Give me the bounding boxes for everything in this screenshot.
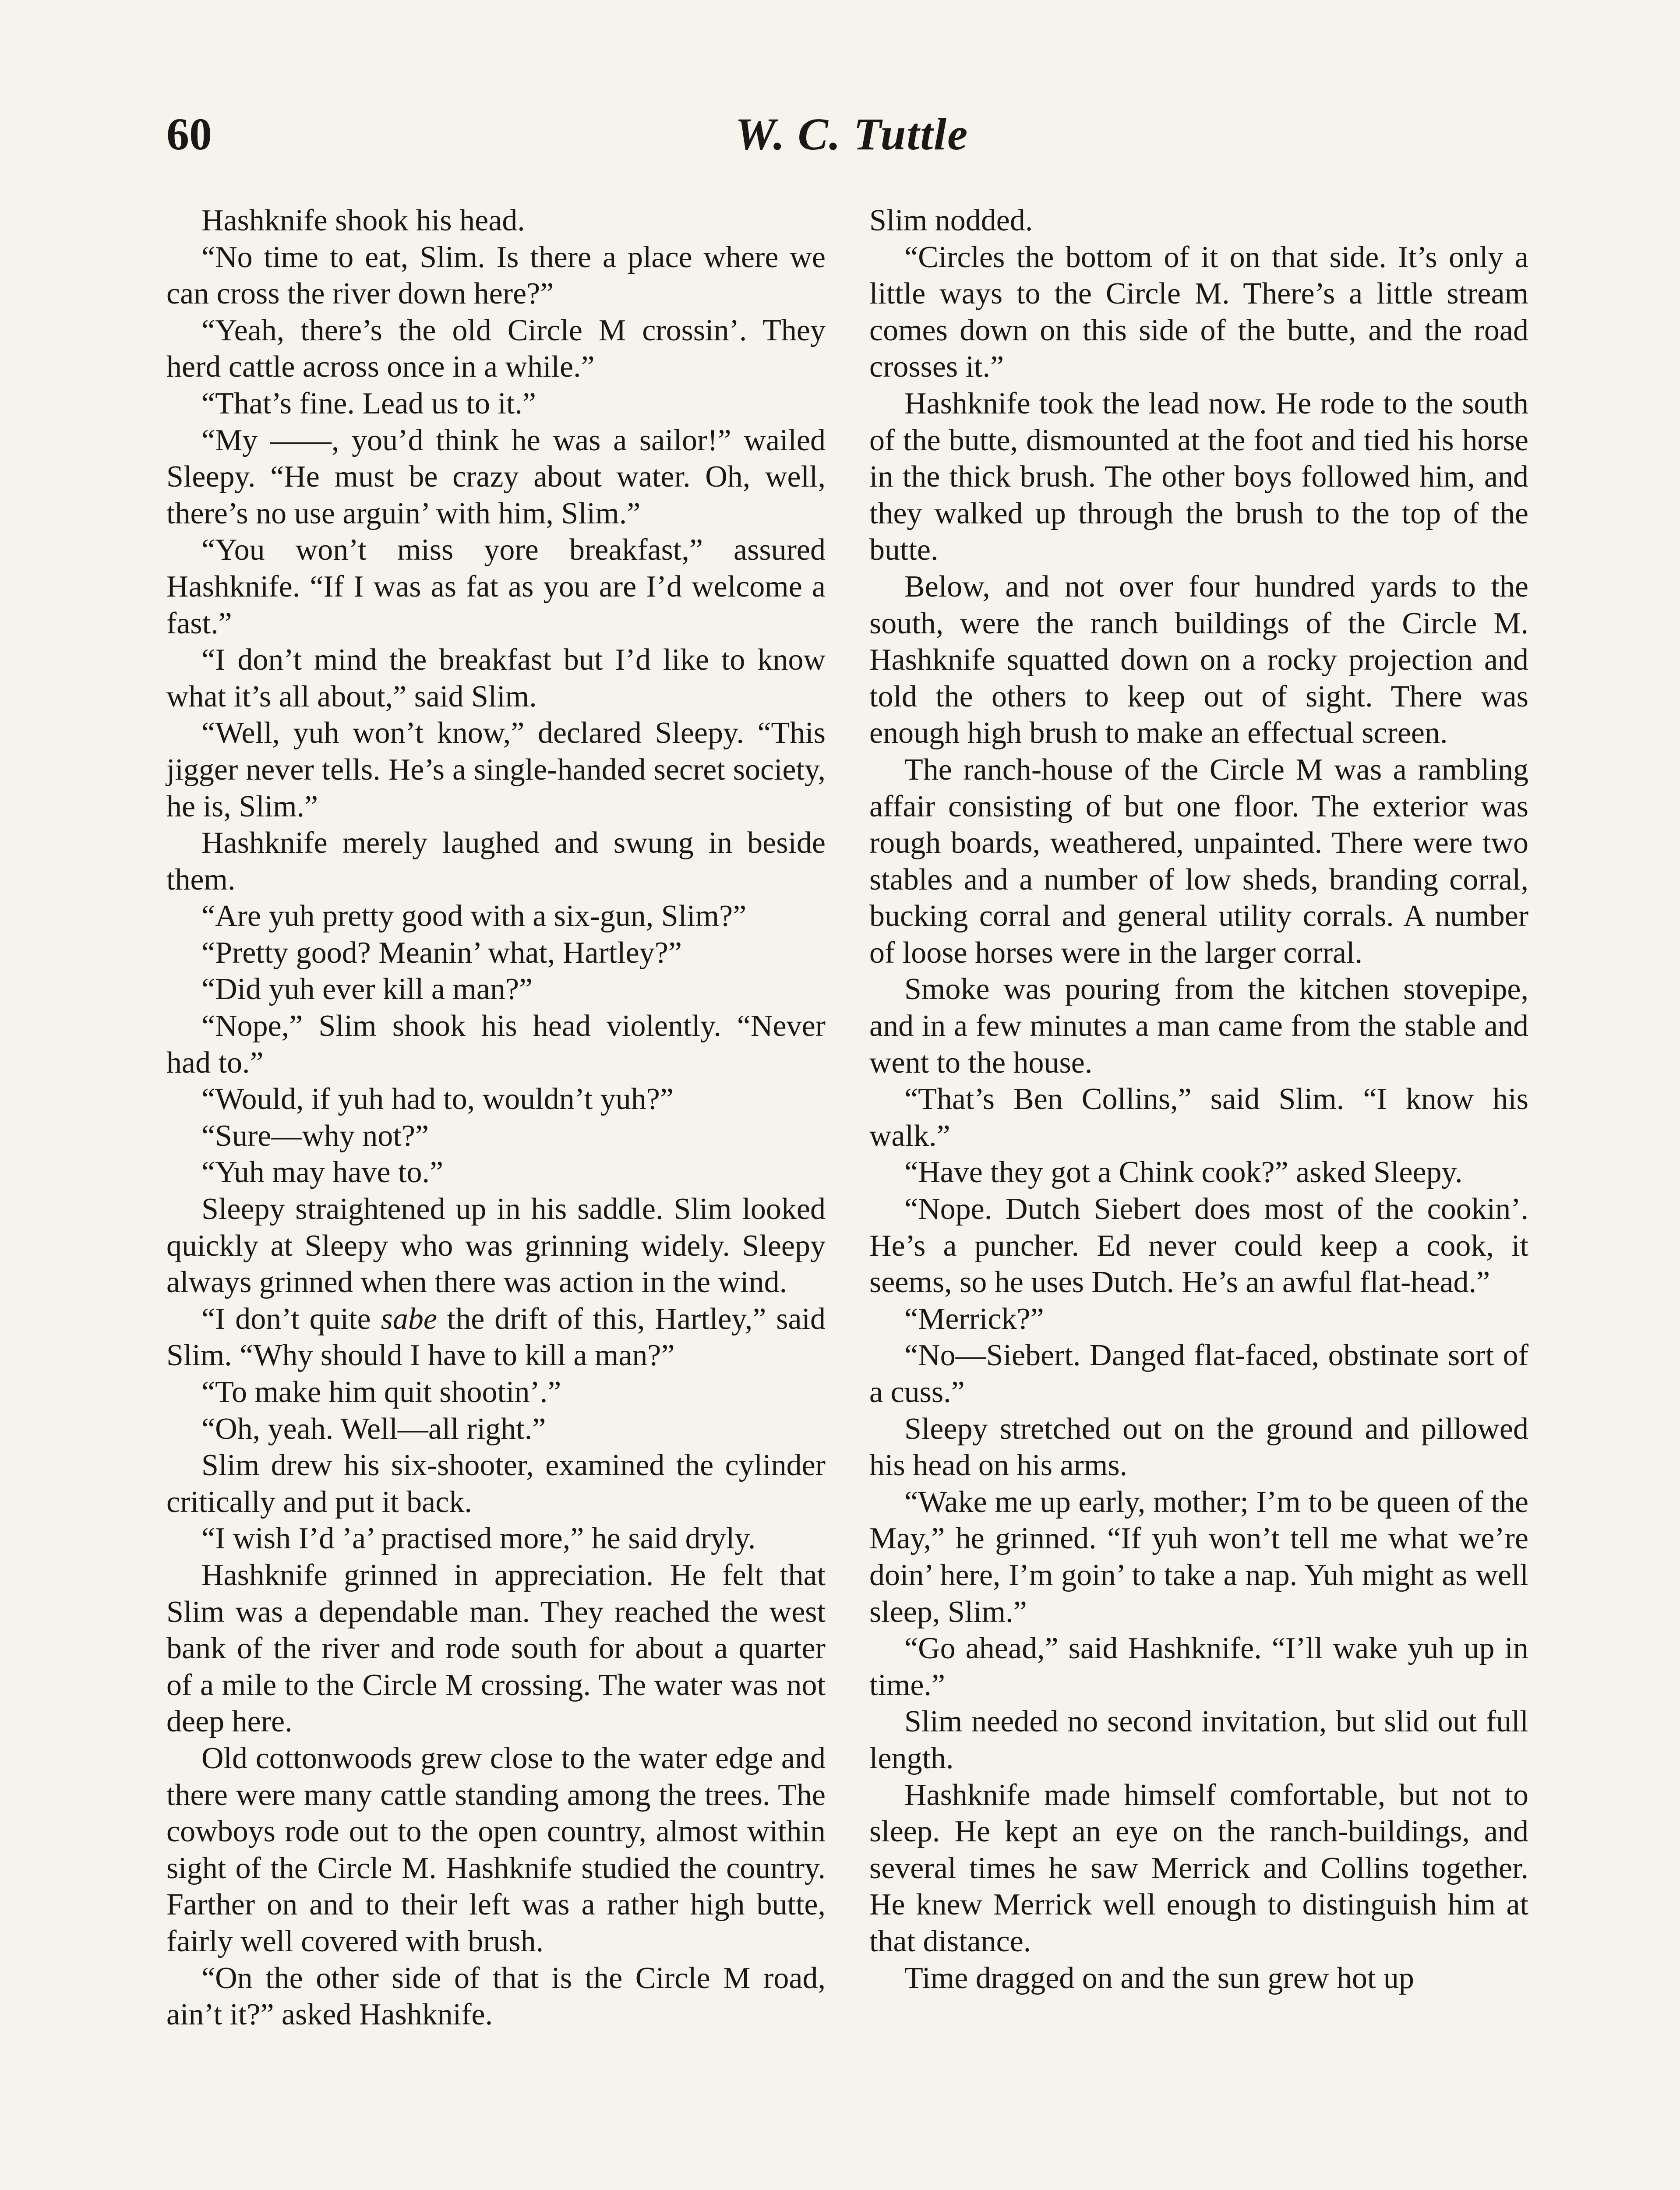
paragraph: “Yeah, there’s the old Circle M crossin’. They herd cattle across once in a while.” [166, 313, 826, 384]
paragraph: “Go ahead,” said Hashknife. “I’ll wake yuh up in time.” [869, 1632, 1528, 1702]
paragraph: Time dragged on and the sun grew hot up [904, 1961, 1414, 1995]
paragraph: Old cottonwoods grew close to the water edge and there were many cattle standing among the trees. The cowboys rode out to the open country, almost within sight of the Circle M. Hashknife studied the country. Farther on and to their left was a rather high butte, fairly well covered with brush. [166, 1741, 826, 1958]
text-column-left [166, 202, 826, 2033]
paragraph: “Have they got a Chink cook?” asked Sleepy. [904, 1155, 1463, 1190]
paragraph: “No—Siebert. Danged flat-faced, obstinate sort of a cuss.” [869, 1339, 1528, 1409]
paragraph: Hashknife made himself comfortable, but not to sleep. He kept an eye on the ranch-buildings, and several times he saw Merrick and Collins together. He knew Merrick well enough to distinguish him at that distance. [869, 1778, 1528, 1958]
page-header [166, 102, 1537, 167]
paragraph: “On the other side of that is the Circle M road, ain’t it?” asked Hashknife. [166, 1961, 826, 2032]
paragraph: The ranch-house of the Circle M was a rambling affair consisting of but one floor. The exterior was rough boards, weathered, unpainted. There were two stables and a number of low sheds, branding corral, bucking corral and general utility corrals. A number of loose horses were in the larger corral. [869, 752, 1528, 970]
paragraph: “Oh, yeah. Well—all right.” [201, 1412, 546, 1446]
paragraph: “Well, yuh won’t know,” declared Sleepy. “This jigger never tells. He’s a single-handed secret society, he is, Slim.” [166, 716, 826, 823]
paragraph: “Did yuh ever kill a man?” [201, 972, 533, 1007]
paragraph: “That’s fine. Lead us to it.” [201, 386, 536, 420]
text-column-right [869, 202, 1528, 1996]
paragraph: “Wake me up early, mother; I’m to be queen of the May,” he grinned. “If yuh won’t tell me what we’re doin’ here, I’m goin’ to take a nap. Yuh might as well sleep, Slim.” [869, 1485, 1528, 1629]
paragraph: “Nope,” Slim shook his head violently. “Never had to.” [166, 1009, 826, 1080]
paragraph: Below, and not over four hundred yards to the south, were the ranch buildings of the Circle M. Hashknife squatted down on a rocky projection and told the others to keep out of sight. There was enough high brush to make an effectual screen. [869, 569, 1528, 750]
paragraph: “To make him quit shootin’.” [201, 1375, 561, 1409]
paragraph: “Pretty good? Meanin’ what, Hartley?” [201, 936, 682, 970]
paragraph: “Circles the bottom of it on that side. It’s only a little ways to the Circle M. There’s a little stream comes down on this side of the butte, and the road crosses it.” [869, 240, 1528, 384]
paragraph: Hashknife merely laughed and swung in beside them. [166, 826, 826, 897]
paragraph: “Nope. Dutch Siebert does most of the cookin’. He’s a puncher. Ed never could keep a cook, it seems, so he uses Dutch. He’s an awful flat-head.” [869, 1192, 1528, 1300]
paragraph: Hashknife shook his head. [201, 204, 525, 237]
paragraph: Slim drew his six-shooter, examined the cylinder critically and put it back. [166, 1448, 826, 1519]
paragraph: “Sure—why not?” [201, 1119, 429, 1153]
paragraph: “Are yuh pretty good with a six-gun, Slim?” [201, 899, 747, 933]
paragraph: “I don’t mind the breakfast but I’d like to know what it’s all about,” said Slim. [166, 643, 826, 714]
paragraph: “My ——, you’d think he was a sailor!” wailed Sleepy. “He must be crazy about water. Oh, well, there’s no use arguin’ with him, Slim.” [166, 423, 826, 530]
paragraph: “No time to eat, Slim. Is there a place where we can cross the river down here?” [166, 240, 826, 311]
page-number: 60 [166, 109, 212, 159]
paragraph: “Yuh may have to.” [201, 1155, 444, 1190]
paragraph: “Would, if yuh had to, wouldn’t yuh?” [201, 1082, 674, 1116]
paragraph: Slim nodded. [869, 204, 1033, 237]
paragraph: Smoke was pouring from the kitchen stovepipe, and in a few minutes a man came from the stable and went to the house. [869, 972, 1528, 1080]
paragraph: “That’s Ben Collins,” said Slim. “I know his walk.” [869, 1082, 1528, 1153]
paragraph: “I don’t quite sabe the drift of this, Hartley,” said Slim. “Why should I have to kill a man?” [166, 1302, 826, 1373]
paragraph: “You won’t miss yore breakfast,” assured Hashknife. “If I was as fat as you are I’d welcome a fast.” [166, 533, 826, 640]
paragraph: “I wish I’d ’a’ practised more,” he said dryly. [201, 1522, 756, 1556]
paragraph: Slim needed no second invitation, but slid out full length. [869, 1705, 1528, 1775]
paragraph: Sleepy straightened up in his saddle. Slim looked quickly at Sleepy who was grinning widely. Sleepy always grinned when there was action in the wind. [166, 1192, 826, 1300]
paragraph: Hashknife took the lead now. He rode to the south of the butte, dismounted at the foot and tied his horse in the thick brush. The other boys followed him, and they walked up through the brush to the top of the butte. [869, 386, 1528, 567]
paragraph: “Merrick?” [904, 1302, 1044, 1336]
paragraph: Sleepy stretched out on the ground and pillowed his head on his arms. [869, 1412, 1528, 1483]
paragraph: Hashknife grinned in appreciation. He felt that Slim was a dependable man. They reached the west bank of the river and rode south for about a quarter of a mile to the Circle M crossing. The water was not deep here. [166, 1558, 826, 1739]
running-head-author: W. C. Tuttle [735, 109, 969, 159]
